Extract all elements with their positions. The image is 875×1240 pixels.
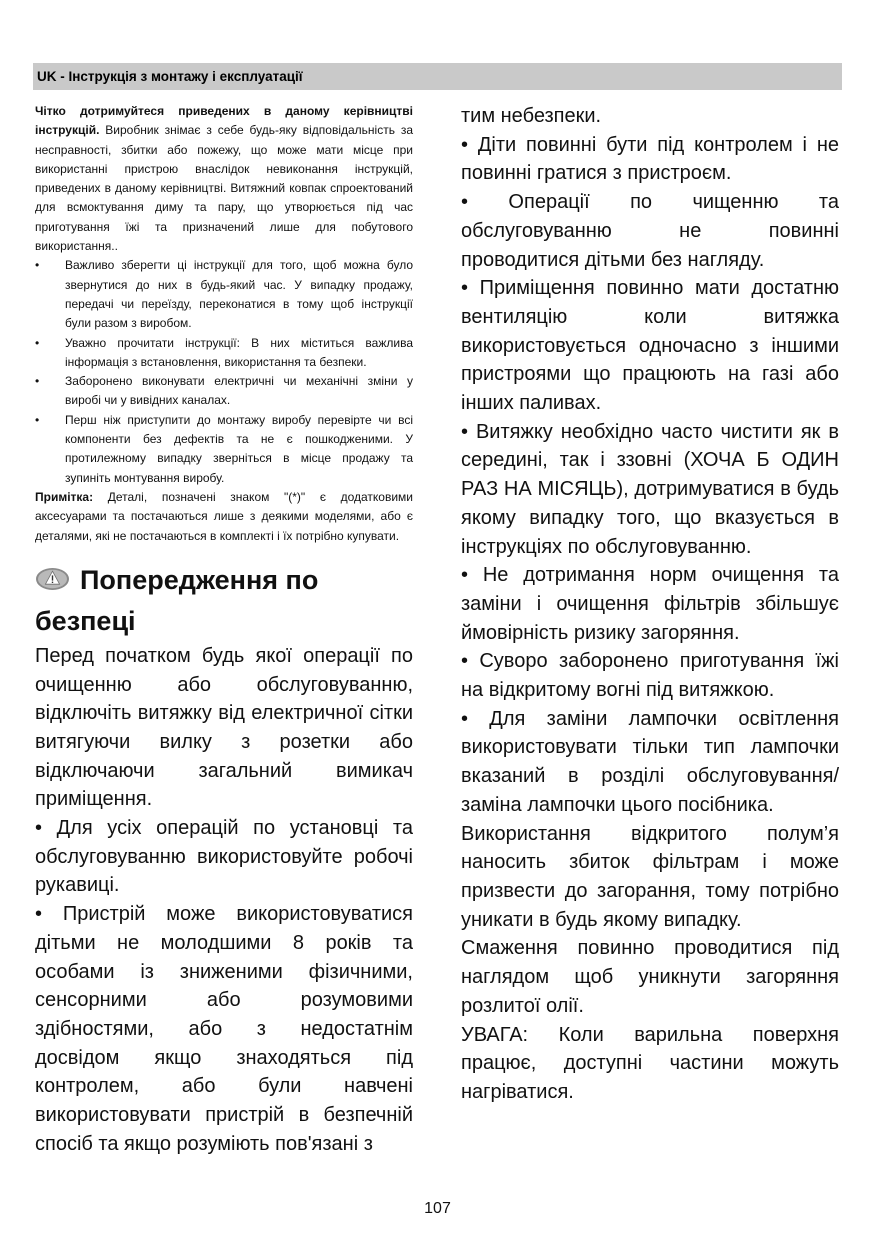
- warning-icon: [35, 567, 70, 591]
- safety-paragraph: Використання відкритого полум’я наносить збиток фільтрам і може призвести до загорання, тому потрібно уникати в будь якому випадку.: [461, 822, 839, 931]
- bullet-mark: •: [35, 258, 40, 273]
- bullet-mark: •: [35, 335, 40, 350]
- safety-paragraph: • Приміщення повинно мати достатню вентиляцію коли витяжка використовується одночасно з іншими пристроями що працюють на газі або інших паливах.: [461, 277, 839, 415]
- safety-paragraph: Смаження повинно проводитися під наглядом щоб уникнути загоряння розлитої олії.: [461, 937, 839, 1017]
- list-item: [35, 334, 413, 373]
- bullet-mark: •: [35, 374, 40, 389]
- list-item-text: Важливо зберегти ці інструкції для того, щоб можна було звернутися до них в будь-який час. У випадку продажу, передачі чи переїзду, переконатися в тому щоб інструкції були разом з виробом.: [65, 258, 413, 331]
- intro-bold-lead: Чітко дотримуйтеся приведених в даному керівництві інструкцій.: [35, 104, 413, 138]
- safety-paragraph: тим небезпеки.: [461, 105, 602, 127]
- list-item-text: Заборонено виконувати електричні чи механічні зміни у виробі чи у вивідних каналах.: [65, 374, 413, 408]
- left-column: [35, 102, 413, 1158]
- list-item: [35, 256, 413, 333]
- intro-paragraph: [35, 102, 413, 256]
- safety-paragraph: • Для заміни лампочки освітлення використовувати тільки тип лампочки вказаний в розділі обслуговування/заміна лампочки цього посібника.: [461, 707, 839, 816]
- intro-text: Виробник знімає з себе будь-яку відповідальність за несправності, збитки або пожежу, що може мати місце при використанні пристрою внаслідок невиконання інструкцій, приведених в даному керівництві. Витяжний ковпак спроектований для всмоктування диму та пару, що утворюється під час приготування їжі та призначений лише для побутового використання..: [35, 123, 413, 254]
- safety-paragraph: • Для усіх операцій по установці та обслуговуванню використовуйте робочі рукавиці.: [35, 817, 413, 897]
- list-item-text: Перш ніж приступити до монтажу виробу перевірте чи всі компоненти без дефектів та не є пошкодженими. У протилежному випадку зверніться в місце продажу та зупиніть монтування виробу.: [65, 412, 413, 485]
- safety-paragraph: УВАГА: Коли варильна поверхня працює, доступні частини можуть нагріватися.: [461, 1023, 839, 1103]
- instruction-list: [35, 256, 413, 488]
- safety-paragraph: • Діти повинні бути під контролем і не повинні гратися з пристроєм.: [461, 133, 839, 185]
- safety-heading: [35, 560, 413, 642]
- list-item-text: Уважно прочитати інструкції: В них міститься важлива інформація з встановлення, використання та безпеки.: [65, 335, 413, 369]
- note-label: Примітка:: [35, 489, 94, 504]
- section-header: UK - Інструкція з монтажу і експлуатації: [33, 63, 842, 90]
- safety-paragraph: • Операції по чищенню та обслуговуванню не повинні проводитися дітьми без нагляду.: [461, 191, 839, 271]
- list-item: [35, 372, 413, 411]
- page-number: 107: [424, 1200, 451, 1217]
- safety-paragraph: • Пристрій може використовуватися дітьми не молодшими 8 років та особами із зниженими фізичними, сенсорними або розумовими здібностями, або з недостатнім досвідом якщо знаходяться під контролем, або були навчені використовувати пристрій в безпечній спосіб та якщо розуміють пов'язані з: [35, 903, 413, 1155]
- safety-paragraph: • Витяжку необхідно часто чистити як в середині, так і ззовні (ХОЧА Б ОДИН РАЗ НА МІСЯЦЬ), дотримуватися в будь якому випадку того, що вказується в інструкціях по обслуговуванню.: [461, 420, 839, 558]
- right-column: [461, 102, 839, 1107]
- safety-paragraph: Перед початком будь якої операції по очищенню або обслуговуванню, відключіть витяжку від електричної сітки витягуючи вилку з розетки або відключаючи загальний вимикач приміщення.: [35, 644, 413, 811]
- safety-paragraph: • Суворо заборонено приготування їжі на відкритому вогні під витяжкою.: [461, 650, 839, 702]
- safety-heading-text: Попередження по безпеці: [35, 564, 319, 636]
- safety-paragraph: • Не дотримання норм очищення та заміни і очищення фільтрів збільшує ймовірність ризику загоряння.: [461, 564, 839, 644]
- note-paragraph: [35, 488, 413, 546]
- list-item: [35, 411, 413, 488]
- bullet-mark: •: [35, 412, 40, 427]
- note-text: Деталі, позначені знаком "(*)" є додатковими аксесуарами та постачаються лише з деякими моделями, або є деталями, які не постачаються в комплекті і їх потрібно купувати.: [35, 489, 413, 543]
